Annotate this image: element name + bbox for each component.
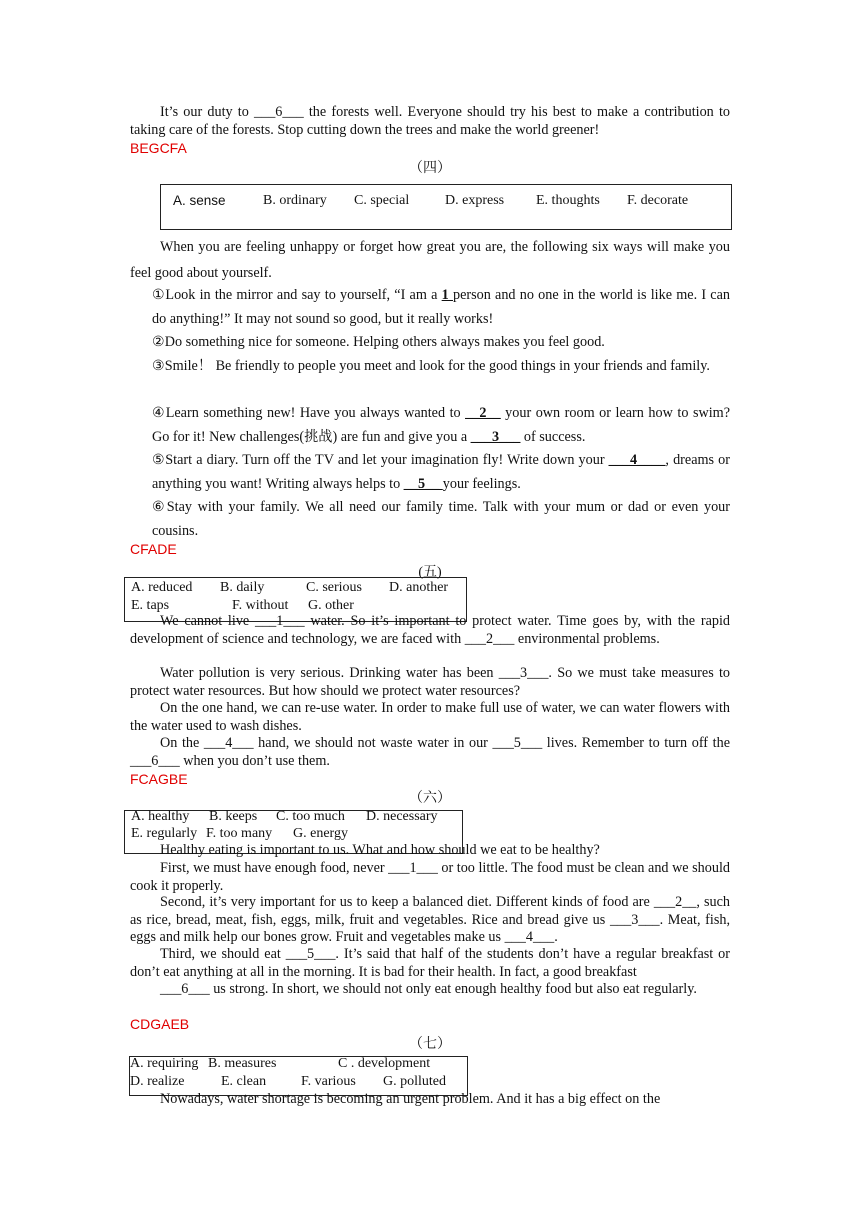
paragraph-text: On the one hand, we can re-use water. In order to make full use of water, we can water flowers with the water used to wash dishes. — [130, 700, 730, 734]
list-item — [152, 331, 730, 355]
word-option: C. serious — [306, 580, 362, 595]
list-item — [152, 402, 730, 449]
item-text: your feelings. — [442, 475, 521, 492]
paragraph — [130, 842, 730, 860]
blank: ___3___ — [470, 428, 521, 445]
item-text: Start a diary. Turn off the TV and let your imagination fly! Write down your — [165, 452, 609, 468]
paragraph — [130, 700, 730, 735]
word-bank-box — [160, 184, 732, 230]
word-option: B. keeps — [209, 809, 258, 824]
word-option: B. measures — [208, 1056, 277, 1071]
word-option: A. reduced — [131, 580, 193, 595]
item-number: ① — [152, 287, 166, 303]
list-item — [152, 449, 730, 496]
paragraph-text: ___6___ us strong. In short, we should not only eat enough healthy food but also eat regularly. — [160, 981, 697, 997]
answer-key: CFADE — [130, 541, 177, 557]
paragraph-text: We cannot live ___1___ water. So it’s important to protect water. Time goes by, with the rapid development of science and technology, we are faced with ___2___ environmental problems. — [130, 613, 730, 647]
item-number: ② — [152, 334, 165, 350]
paragraph — [130, 104, 730, 139]
paragraph — [130, 894, 730, 947]
paragraph — [130, 665, 730, 700]
section-heading: （四） — [409, 161, 451, 176]
word-option: F. various — [301, 1074, 356, 1089]
paragraph — [130, 735, 730, 770]
word-option: B. daily — [220, 580, 265, 595]
word-option: A. requiring — [130, 1056, 199, 1071]
item-text: , dreams or anything you want! Writing always helps to — [152, 452, 730, 492]
word-option: A. sense — [173, 193, 226, 208]
item-text: Learn something new! Have you always wanted to — [165, 405, 466, 421]
word-option: C. special — [354, 193, 410, 208]
section-heading: （七） — [409, 1037, 451, 1052]
paragraph-text: Water pollution is very serious. Drinking water has been ___3___. So we must take measures to protect water resources. But how should we protect water resources? — [130, 665, 730, 699]
word-option: G. other — [308, 598, 354, 613]
word-option: F. too many — [206, 826, 273, 841]
item-text: Stay with your family. We all need our family time. Talk with your mum or dad or even your cousins. — [152, 499, 730, 539]
word-option: F. without — [232, 598, 289, 613]
word-option: D. another — [389, 580, 449, 595]
word-option: C . development — [338, 1056, 431, 1071]
item-number: ④ — [152, 405, 166, 421]
item-text: your own room or learn how to swim? Go for it! New challenges(挑战) are fun and give you a — [152, 405, 730, 445]
paragraph-text: Third, we should eat ___5___. It’s said that half of the students don’t have a regular breakfast or don’t eat anything at all in the morning. It is bad for their health. In fact, a good breakfast — [130, 946, 730, 980]
word-bank-box — [129, 1056, 468, 1096]
word-option: A. healthy — [131, 809, 190, 824]
list-item — [152, 284, 730, 331]
word-option: E. thoughts — [536, 193, 600, 208]
blank: ___4____ — [608, 452, 666, 468]
item-number: ③ — [152, 358, 165, 374]
section-heading: (五) — [418, 565, 442, 580]
list-item — [152, 355, 730, 379]
list-item — [152, 496, 730, 543]
word-option: E. clean — [221, 1074, 267, 1089]
paragraph — [130, 234, 730, 286]
item-number: ⑤ — [152, 452, 166, 468]
word-option: C. too much — [276, 809, 345, 824]
word-option: D. necessary — [366, 809, 438, 824]
paragraph-text: On the ___4___ hand, we should not waste water in our ___5___ lives. Remember to turn off the ___6___ when you don’t use them. — [130, 735, 730, 769]
item-number: ⑥ — [152, 499, 167, 515]
paragraph-text: Second, it’s very important for us to keep a balanced diet. Different kinds of food are ___2__, such as rice, bread, meat, fish, eggs, milk, fruit and vegetables. Rice and bread give us ___3___. Meat, fish, eggs and milk help our bones grow. Fruit and vegetables make us ___4___. — [130, 894, 730, 945]
paragraph-text: First, we must have enough food, never ___1___ or too little. The food must be clean and we should cook it properly. — [130, 860, 730, 894]
blank: __5__ — [403, 475, 443, 492]
paragraph-text: Nowadays, water shortage is becoming an urgent problem. And it has a big effect on the — [160, 1091, 661, 1107]
paragraph-text: It’s our duty to ___6___ the forests well. Everyone should try his best to make a contribution to taking care of the forests. Stop cutting down the trees and make the world greener! — [130, 104, 730, 138]
blank: __2__ — [465, 405, 501, 421]
answer-key: BEGCFA — [130, 140, 187, 156]
word-option: B. ordinary — [263, 193, 327, 208]
word-option: E. regularly — [131, 826, 198, 841]
blank: 1 — [441, 287, 453, 303]
paragraph-text: When you are feeling unhappy or forget how great you are, the following six ways will make you feel good about yourself. — [130, 239, 730, 281]
section-heading: （六） — [409, 791, 451, 806]
item-text: Do something nice for someone. Helping others always makes you feel good. — [164, 334, 605, 350]
word-option: E. taps — [131, 598, 170, 613]
paragraph-text: Healthy eating is important to us. What and how should we eat to be healthy? — [160, 842, 600, 858]
item-text: of success. — [520, 428, 586, 445]
paragraph — [130, 860, 730, 895]
paragraph — [130, 946, 730, 981]
word-option: D. realize — [130, 1074, 185, 1089]
word-option: G. energy — [293, 826, 348, 841]
word-option: F. decorate — [627, 193, 689, 208]
word-option: D. express — [445, 193, 505, 208]
item-text: Look in the mirror and say to yourself, “I am a — [165, 287, 442, 303]
item-text: Smile！ Be friendly to people you meet and look for the good things in your friends and family. — [164, 358, 710, 374]
paragraph — [130, 981, 730, 999]
answer-key: CDGAEB — [130, 1016, 190, 1032]
answer-key: FCAGBE — [130, 771, 188, 787]
word-option: G. polluted — [383, 1074, 446, 1089]
paragraph — [130, 1091, 730, 1109]
item-text: person and no one in the world is like me. I can do anything!” It may not sound so good, but it really works! — [152, 287, 730, 327]
paragraph — [130, 613, 730, 648]
